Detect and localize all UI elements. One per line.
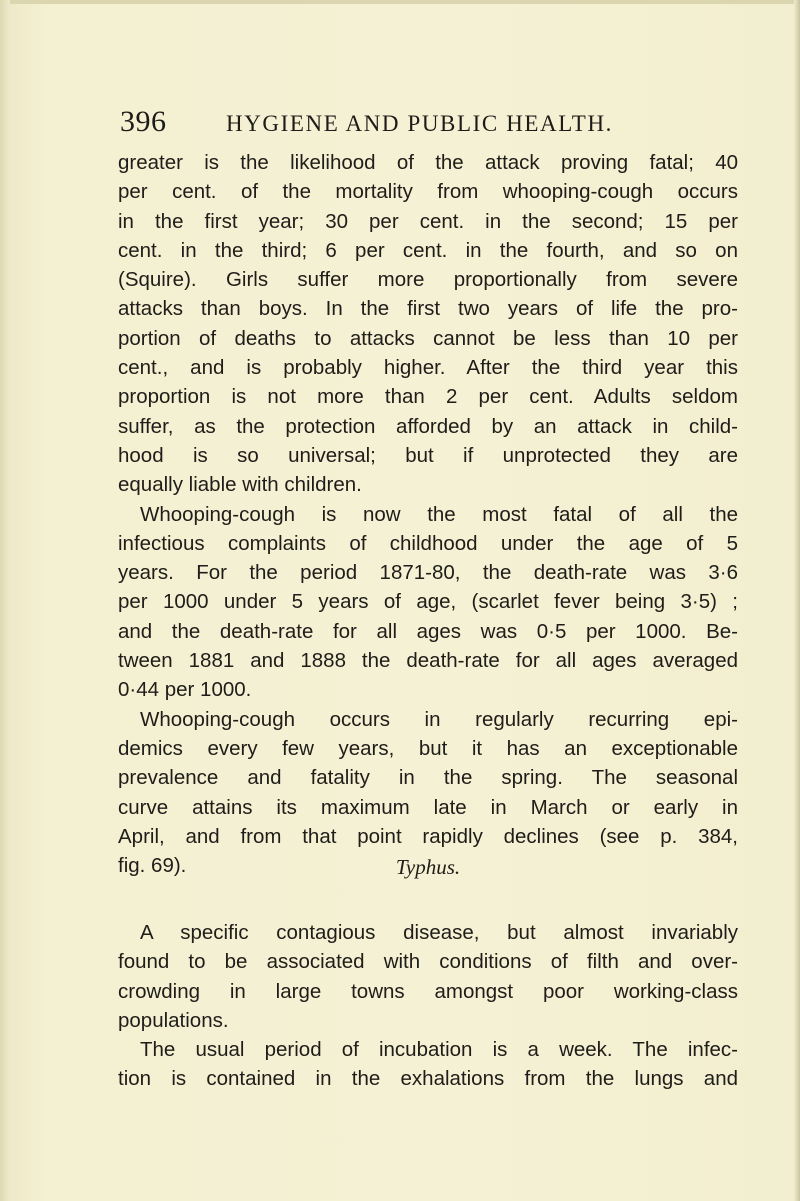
text-line: crowding in large towns amongst poor working-class [118, 979, 738, 1003]
text-line: portion of deaths to attacks cannot be less than 10 per [118, 326, 738, 350]
page-gutter-shadow [0, 0, 10, 1201]
text-line: cent., and is probably higher. After the third year this [118, 356, 738, 380]
page-top-edge [0, 0, 800, 4]
text-line: Whooping-cough occurs in regularly recurring epi- [140, 707, 738, 731]
main-text [118, 148, 738, 880]
paragraph-incubation [118, 1035, 738, 1094]
text-line: 0·44 per 1000. [118, 678, 252, 702]
text-line: Whooping-cough is now the most fatal of all the [140, 502, 738, 526]
text-line: fig. 69). [118, 854, 187, 878]
text-line: in the first year; 30 per cent. in the second; 15 per [118, 209, 738, 233]
text-line: equally liable with children. [118, 473, 362, 497]
text-line: greater is the likelihood of the attack proving fatal; 40 [118, 151, 738, 174]
text-line: proportion is not more than 2 per cent. Adults seldom [118, 385, 738, 409]
text-line: April, and from that point rapidly declines (see p. 384, [118, 824, 738, 848]
text-line: A specific contagious disease, but almost invariably [140, 921, 738, 944]
text-line: infectious complaints of childhood under the age of 5 [118, 531, 738, 555]
running-head: HYGIENE AND PUBLIC HEALTH. [226, 111, 614, 136]
text-line: found to be associated with conditions of filth and over- [118, 950, 738, 974]
text-line: cent. in the third; 6 per cent. in the fourth, and so on [118, 238, 738, 262]
text-line: years. For the period 1871-80, the death-rate was 3·6 [118, 561, 738, 585]
text-line: The usual period of incubation is a week. The infec- [140, 1038, 738, 1062]
text-line: prevalence and fatality in the spring. The seasonal [118, 766, 738, 790]
section-heading: Typhus. [395, 855, 461, 879]
page-number: 396 [120, 105, 167, 138]
paragraph-infant-mortality [118, 148, 738, 500]
page-right-edge [794, 0, 800, 1201]
text-line: demics every few years, but it has an exceptionable [118, 736, 738, 760]
text-line: per 1000 under 5 years of age, (scarlet fever being 3·5) ; [118, 590, 738, 614]
text-line: suffer, as the protection afforded by an attack in child- [118, 414, 738, 438]
text-line: (Squire). Girls suffer more proportionally from severe [118, 268, 738, 292]
text-line: tween 1881 and 1888 the death-rate for all ages averaged [118, 649, 738, 673]
paragraph-typhus-definition [118, 918, 738, 1035]
text-line: curve attains its maximum late in March or early in [118, 795, 738, 819]
text-line: tion is contained in the exhalations from the lungs and [118, 1067, 738, 1091]
text-line: attacks than boys. In the first two years of life the pro- [118, 297, 738, 321]
paragraph-death-rate [118, 500, 738, 705]
section-text [118, 918, 738, 1094]
text-line: hood is so universal; but if unprotected they are [118, 443, 738, 467]
text-line: populations. [118, 1008, 229, 1032]
text-line: and the death-rate for all ages was 0·5 per 1000. Be- [118, 619, 738, 643]
page-header [120, 102, 740, 142]
text-line: per cent. of the mortality from whooping-cough occurs [118, 180, 738, 204]
